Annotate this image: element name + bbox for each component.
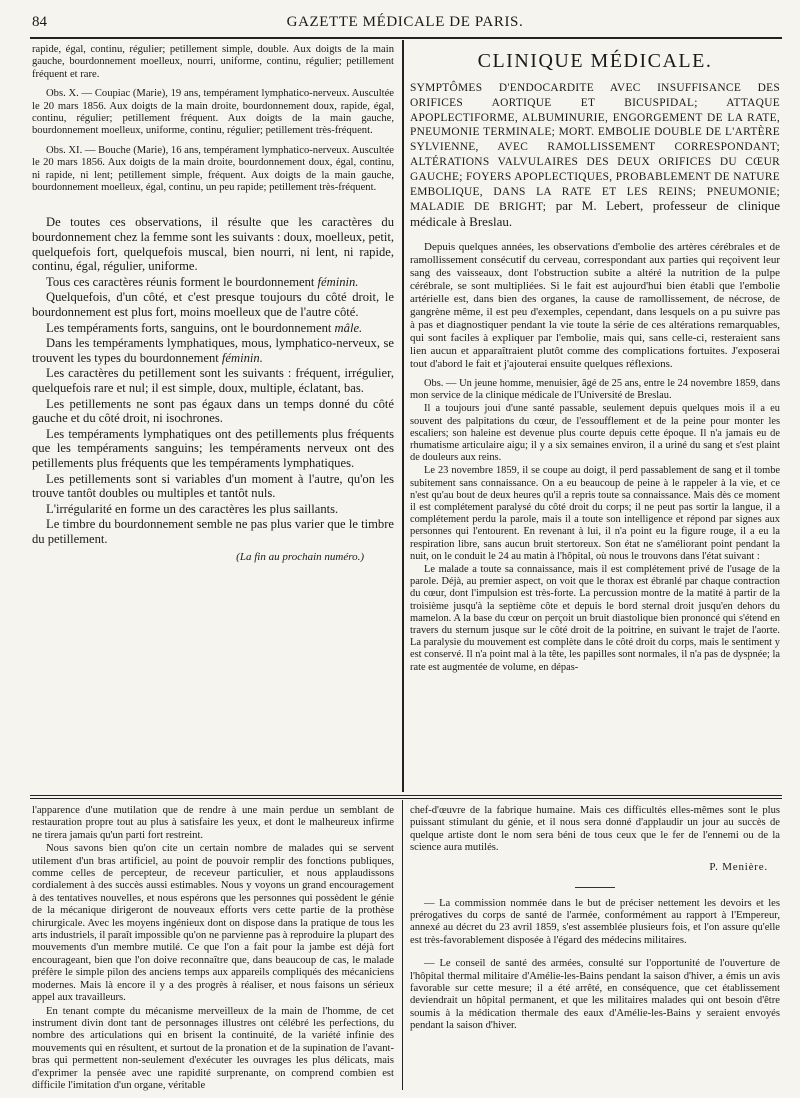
paragraph: En tenant compte du mécanisme merveilleux de la main de l'homme, de cet instrument divin dont tant de personnages illustres ont célébré les perfections, du nombre des articulations qui en brisent la continuité, de la variété infinie des mouvements qui en résultent, et surtout de la pronation et de la supination de l'avant-bras qui permettent non-seulement d'exécuter les ouvrages les plus délicats, mais d'exprimer la pensée avec une rapidité surprenante, on comprend combien est difficile l'imitation d'un organe, véritable: [32, 1005, 394, 1091]
author-signature: P. Menière.: [709, 860, 768, 873]
news-item: — La commission nommée dans le but de préciser nettement les devoirs et les prérogatives du corps de santé de l'armée, conformément au rapport à l'Empereur, annexé au décret du 23 avril 1859, s'est assemblée plusieurs fois, et l'on assure qu'elle est très-favorablement disposée à l'égard des médecins militaires.: [410, 897, 780, 946]
section-divider-2: [30, 798, 782, 799]
bottom-left-column: [32, 805, 394, 1093]
continued-text: rapide, égal, continu, régulier; petillement simple, double. Aux doigts de la main gauche, bourdonnement moelleux, nourri, uniforme, continu, régulier; petillement fréquent et rare.: [32, 44, 394, 80]
left-column: [32, 44, 394, 589]
obs-label: Obs.: [424, 377, 444, 389]
paragraph: [32, 321, 394, 336]
paragraph: De toutes ces observations, il résulte que les caractères du bourdonnement chez la femme sont les suivants : doux, moelleux, petit, quelquefois fort, quelquefois muscal, bien nourri, ni lent, ni rapide, continu, égal, régulier, uniforme.: [32, 215, 394, 274]
right-column: [410, 44, 780, 792]
paragraph: Le 23 novembre 1859, il se coupe au doigt, il perd passablement de sang et il tombe subitement sans connaissance. On a eu beaucoup de peine à le rappeler à la vie, et ce n'est qu'au bout de deux heures qu'il a repris toute sa connaissance. Mais dès ce moment il est complétement paralysé du côté droit du corps; il ne peut pas sortir la langue, il a complétement perdu la parole, mais il a toute son intelligence et répond par signes aux personnes qui l'entourent. En revenant à lui, il n'a point eu la figure rouge, il a eu la respiration libre, sans aucun bruit stertoreux. Son état ne s'améliorant point pendant la nuit, on le conduit le 24 au matin à l'hôpital, où nous le trouvons dans l'état suivant :: [410, 465, 780, 562]
column-divider-bottom: [402, 800, 403, 1090]
obs-label: Obs. X.: [46, 88, 79, 100]
paragraph: Les tempéraments lymphatiques ont des petillements plus fréquents que les tempéraments sanguins; les tempéraments nerveux ont des petillements plus fréquents que les tempéraments lymphatiques.: [32, 426, 394, 470]
obs-text: — Bouche (Marie), 16 ans, tempérament lymphatico-nerveux. Auscultée le 20 mars 1856. Aux doigts de la main droite, bourdonnement doux, égal, continu, ni rapide, ni lent; petillement simple, fréquent. Aux doigts de la main gauche, bourdonnement moelleux, égal, continu, un peu rapide; petillement très-fréquent.: [32, 144, 394, 194]
observation-xi: [32, 145, 394, 195]
section-title: CLINIQUE MÉDICALE.: [477, 50, 713, 72]
paragraph: chef-d'œuvre de la fabrique humaine. Mais ces difficultés elles-mêmes sont le plus puissant stimulant du génie, et il nous sera donné d'applaudir un jour au succès de quelque artiste dont le nom sera béni de tous ceux que le fer de l'ennemi ou de la science aura mutilés.: [410, 805, 780, 854]
emphasis: féminin.: [317, 274, 359, 289]
paragraph: Le timbre du bourdonnement semble ne pas plus varier que le timbre du petillement.: [32, 517, 394, 546]
paragraph: Les petillements ne sont pas égaux dans un temps donné du côté gauche et du côté droit, ni isochrones.: [32, 396, 394, 426]
observation: [410, 378, 780, 402]
paragraph: l'apparence d'une mutilation que de rendre à une main perdue un semblant de restauration propre tout au plus à satisfaire les yeux, et dont le malheureux infirme ne tirera jamais qu'un parti fort restreint.: [32, 805, 394, 841]
lead-author: par M. Lebert, professeur de clinique médicale à Breslau.: [410, 198, 780, 230]
paragraph: Les petillements sont si variables d'un moment à l'autre, qu'on les trouve tantôt doubles ou multiples et tantôt nuls.: [32, 471, 394, 501]
text: Dans les tempéraments lymphatiques, mous, lymphatico-nerveux, se trouvent les types du bourdonnement: [32, 336, 394, 365]
emphasis: féminin.: [221, 350, 263, 365]
obs-text: — Un jeune homme, menuisier, âgé de 25 ans, entre le 24 novembre 1859, dans mon service de la clinique médicale de l'Université de Breslau.: [410, 377, 780, 402]
paragraph: [32, 275, 394, 290]
text: Les tempéraments forts, sanguins, ont le bourdonnement: [46, 320, 335, 335]
paragraph: L'irrégularité en forme un des caractères les plus saillants.: [46, 501, 339, 516]
observation-x: [32, 88, 394, 138]
continued-note: (La fin au prochain numéro.): [236, 550, 364, 563]
article-lead: [410, 81, 780, 231]
paragraph: Il a toujours joui d'une santé passable, seulement depuis quelques mois il a eu souvent des palpitations du cœur, de l'essoufflement et de la peine pour monter les escaliers; son haleine est devenue plus courte depuis cette époque. Il n'a jamais eu de rhumatisme articulaire aigu; il y a six semaines environ, il a uriné du sang et s'est plaint de douleurs aux reins.: [410, 403, 780, 464]
lead-caps: SYMPTÔMES D'ENDOCARDITE AVEC INSUFFISANCE DES ORIFICES AORTIQUE ET BICUSPIDAL; ATTAQUE APOPLECTIFORME, ALBUMINURIE, ENGORGEMENT DE LA RATE, PNEUMONIE TERMINALE; MORT. EMBOLIE DOUBLE DE L'ARTÈRE SYLVIENNE, AVEC RAMOLLISSEMENT CORRESPONDANT; ALTÉRATIONS VALVULAIRES DES DEUX ORIFICES DU CŒUR GAUCHE; FOYERS APOPLECTIQUES, PROBABLEMENT DE NATURE EMBOLIQUE, DANS LA RATE ET LES REINS; PNEUMONIE; MALADIE DE BRIGHT;: [410, 82, 780, 214]
paragraph: Quelquefois, d'un côté, et c'est presque toujours du côté droit, le bourdonnement est plus fort, moins moelleux que de l'autre côté.: [32, 290, 394, 320]
paragraph: Les caractères du petillement sont les suivants : fréquent, irrégulier, quelquefois rare et nul; il est simple, doux, multiple, éclatant, bas.: [32, 366, 394, 395]
column-divider-top: [402, 40, 404, 792]
journal-title: GAZETTE MÉDICALE DE PARIS.: [286, 14, 524, 30]
intro-paragraph: Depuis quelques années, les observations d'embolie des artères cérébrales et de ramollissement consécutif du cerveau, correspondant aux parties qui reçoivent leur sang des vaisseaux, dont l'obstruction subite a altéré la nutrition de la pulpe cérébrale, se sont multipliées. Si le fait est aujourd'hui bien établi que l'embolie artérielle est, dans bien des organes, la cause de ramollissement, de nécrose, de gangrène même, il est peu d'exemples, cependant, dans lesquels on a pu suivre pas à pas et diagnostiquer pendant la vie toute la série de ces altérations remarquables, qui sont faciles à expliquer par l'embolie, mais qui, sans celle-ci, resteraient sans lien aucun et apparaîtraient plutôt comme des complications fortuites. J'exposerai tout d'abord le fait et j'ajouterai ensuite quelques réflexions.: [410, 240, 780, 370]
short-rule: [575, 887, 615, 888]
section-divider: [30, 795, 782, 796]
paragraph: Le malade a toute sa connaissance, mais il est complétement privé de l'usage de la parole. Déjà, au premier aspect, on voit que le thorax est ébranlé par chaque contraction du cœur, dont l'impulsion est très-forte. La percussion montre de la matité à partir de la troisième jusqu'à la septième côte et depuis le bord sternal droit jusqu'en dehors du mamelon. A la base du cœur on perçoit un bruit diastolique bien prononcé qui s'étend en travers du sternum jusque sur le côté droit de la poitrine, en suivant le trajet de l'aorte. La paralysie du mouvement est complète dans le côté droit du corps, mais le sentiment y est conservé. Il n'a point mal à la tête, les papilles sont normales, il n'a pas de dyspnée; la rate est augmentée de volume, en dépas-: [410, 564, 780, 673]
running-header: [30, 14, 780, 36]
obs-text: — Coupiac (Marie), 19 ans, tempérament lymphatico-nerveux. Auscultée le 20 mars 1856. Aux doigts de la main droite, bourdonnement doux, rapide, égal, continu, régulier; petillement fréquent. Aux doigts de la main gauche, bourdonnement moelleux, uniforme, continu, régulier; petillement très-fréquent.: [32, 88, 394, 137]
paragraph: [32, 336, 394, 365]
news-item: — Le conseil de santé des armées, consulté sur l'opportunité de l'ouverture de l'hôpital thermal militaire d'Amélie-les-Bains pendant la saison d'hiver, a émis un avis favorable sur cette mesure; il a été arrêté, en conséquence, que cet établissement deviendrait un hôpital permanent, et que les militaires malades qui ont besoin d'être soumis à la médication thermale des eaux d'Amélie-les-Bains y seraient envoyés pendant la saison d'hiver.: [410, 958, 780, 1032]
bottom-right-column: [410, 805, 780, 1093]
header-rule: [30, 37, 782, 39]
text: Tous ces caractères réunis forment le bourdonnement: [46, 274, 318, 289]
obs-label: Obs. XI.: [46, 144, 83, 156]
page-number: 84: [32, 14, 47, 30]
paragraph: Nous savons bien qu'on cite un certain nombre de malades qui se servent utilement d'un bras artificiel, au point de pouvoir remplir des fonctions publiques, comme celles de percepteur, de receveur particulier, et nous applaudissons cordialement à des succès aussi estimables. Nous y voyons un grand encouragement à des tentatives nouvelles, et nous espérons que les personnes qui possèdent le génie de la mécanique dirigeront de nouveaux efforts vers cette partie de la prothèse chirurgicale. Avec les moyens ingénieux dont on dispose dans la pratique de tous les arts industriels, il paraît impossible qu'on ne parvienne pas à reproduire la plupart des mouvements d'un membre mutilé. Ce que l'on a fait pour la jambe est déjà fort encourageant, bien que l'on doive reconnaître que, dans beaucoup de cas, le malade préfère le simple pilon des anciens temps aux appareils compliqués des mécaniciens modernes. Mais là encore il y a des progrès à réaliser, et nous faisons un sérieux appel aux travailleurs.: [32, 843, 394, 1004]
emphasis: mâle.: [334, 320, 363, 335]
